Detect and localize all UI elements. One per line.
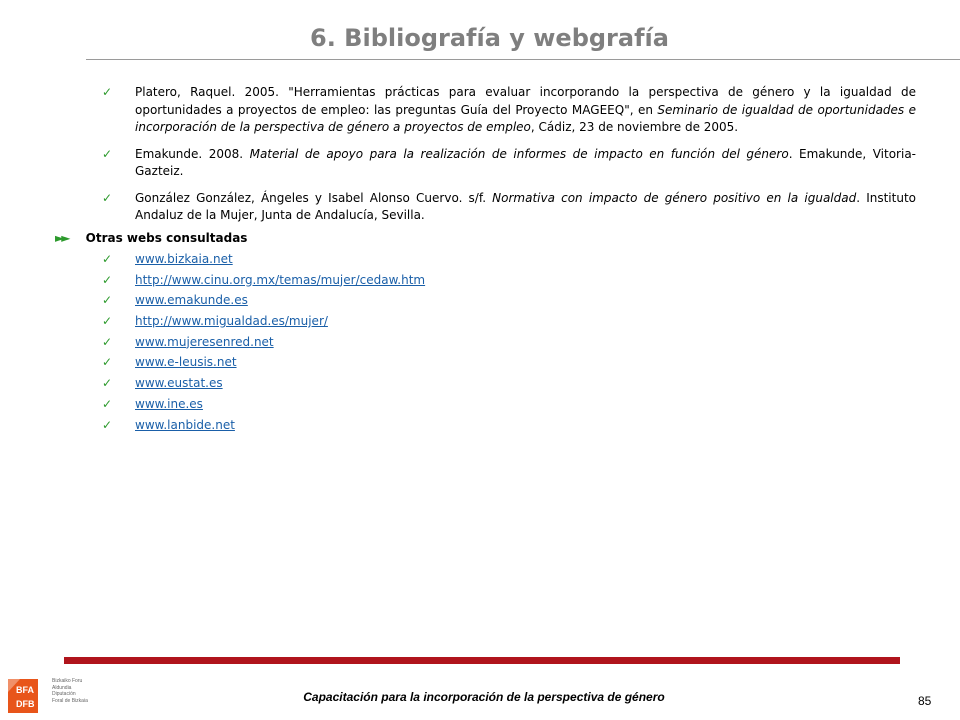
web-link-item (98, 313, 425, 334)
footer-title: Capacitación para la incorporación de la perspectiva de género (303, 690, 665, 704)
double-arrow-icon: ►► (55, 231, 68, 245)
webs-section-label: Otras webs consultadas (85, 231, 248, 245)
check-icon: ✓ (102, 146, 113, 161)
reference-title: Material de apoyo para la realización de informes de impacto en función del género (249, 146, 789, 161)
web-link[interactable]: http://www.migualdad.es/mujer/ (135, 314, 328, 329)
webs-section-heading (55, 231, 247, 245)
reference-text (135, 85, 916, 134)
web-link[interactable]: www.ine.es (135, 396, 203, 411)
check-icon: ✓ (102, 190, 113, 205)
check-icon: ✓ (102, 314, 113, 329)
reference-segment: , Cádiz, 23 de noviembre de 2005. (530, 120, 739, 134)
web-link[interactable]: www.mujeresenred.net (135, 334, 274, 349)
reference-segment: . Instituto Andaluz de la Mujer, Junta de Andalucía, Sevilla. (135, 190, 916, 222)
reference-segment: . Emakunde, Vitoria-Gazteiz. (135, 146, 917, 178)
reference-text (135, 191, 916, 223)
reference-item (98, 146, 916, 181)
logo-line: Foral de Bizkaia (52, 697, 88, 704)
footer-bar (64, 657, 900, 664)
reference-text (135, 147, 916, 179)
logo-text (52, 678, 88, 704)
web-link-list (98, 251, 425, 437)
check-icon: ✓ (102, 376, 113, 391)
logo-line: Aldundia (52, 684, 72, 691)
web-link-item (98, 272, 425, 293)
logo-acronym-top: BFA (16, 685, 34, 695)
web-link-item (98, 417, 425, 438)
web-link[interactable]: http://www.cinu.org.mx/temas/mujer/cedaw.htm (135, 272, 426, 287)
check-icon: ✓ (102, 334, 113, 349)
page-title: 6. Bibliografía y webgrafía (310, 24, 669, 52)
check-icon: ✓ (102, 417, 113, 432)
logo-acronym-bottom: DFB (16, 699, 35, 709)
web-link-item (98, 354, 425, 375)
reference-segment: Emakunde. 2008. (135, 146, 250, 161)
reference-item (98, 84, 916, 137)
web-link-item (98, 292, 425, 313)
title-rule (86, 59, 960, 60)
web-link-item (98, 334, 425, 355)
web-link-item (98, 396, 425, 417)
reference-list (98, 84, 916, 234)
check-icon: ✓ (102, 252, 113, 266)
web-link[interactable]: www.lanbide.net (135, 417, 235, 432)
reference-segment: González González, Ángeles y Isabel Alonso Cuervo. s/f. (135, 190, 493, 205)
web-link-item (98, 375, 425, 396)
check-icon: ✓ (102, 85, 113, 99)
web-link[interactable]: www.emakunde.es (135, 293, 248, 308)
reference-title: Normativa con impacto de género positivo en la igualdad (492, 190, 857, 205)
check-icon: ✓ (102, 355, 113, 370)
check-icon: ✓ (102, 272, 113, 287)
logo-line: Bizkaiko Foru (52, 678, 83, 684)
check-icon: ✓ (102, 293, 113, 308)
web-link[interactable]: www.eustat.es (135, 376, 223, 391)
check-icon: ✓ (102, 396, 113, 411)
web-link-item (98, 251, 425, 272)
web-link[interactable]: www.e-leusis.net (135, 355, 237, 370)
reference-title: Seminario de igualdad de oportunidades e incorporación de la perspectiva de género a proyectos de empleo (135, 102, 916, 134)
reference-item (98, 190, 916, 225)
logo-line: Diputación (52, 691, 76, 697)
reference-segment: Platero, Raquel. 2005. "Herramientas prácticas para evaluar incorporando la perspectiva de género y la igualdad de oportunidades a proyectos de empleo: las preguntas Guía del Proyecto MAGEEQ", en (135, 85, 916, 117)
web-link[interactable]: www.bizkaia.net (135, 252, 233, 266)
page-number: 85 (918, 694, 932, 708)
